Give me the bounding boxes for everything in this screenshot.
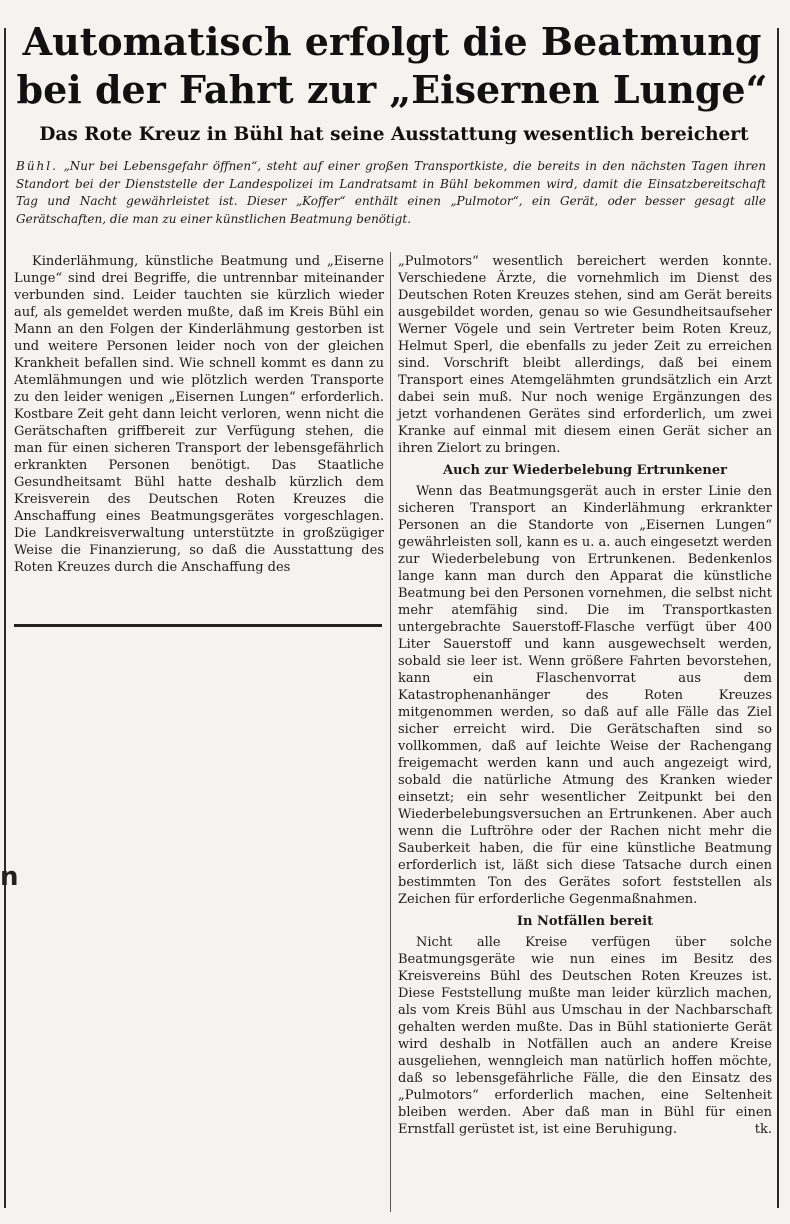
headline bbox=[14, 18, 770, 114]
margin-fragment: n bbox=[0, 862, 19, 892]
lead-text: „Nur bei Lebensgefahr öffnen“, steht auf einer großen Transportkiste, die bereits in den nächsten Tagen ihren Standort bei der Dienststelle der Landespolizei im Landratsamt in Bühl bekommen wird, damit die Einsatzbereitschaft Tag und Nacht gewährleistet ist. Dieser „Koffer“ enthält einen „Pulmotor“, ein Gerät, oder besser gesagt alle Gerätschaften, die man zu einer künstlichen Beatmung benötigt. bbox=[16, 159, 766, 226]
lead-dateline: Bühl. bbox=[16, 159, 58, 173]
article-column-left bbox=[14, 253, 384, 576]
right-column-rule bbox=[777, 28, 779, 1208]
article-column-right bbox=[398, 253, 772, 1138]
section-paragraph-notfaelle: Nicht alle Kreise verfügen über solche Beatmungsgeräte wie nun eines im Besitz des Kreisvereins Bühl des Deutschen Roten Kreuzes ist. Diese Feststellung mußte man leider kürzlich machen, als vom Kreis Bühl aus Umschau in der Nachbarschaft gehalten werden mußte. Das in Bühl stationierte Gerät wird deshalb in Notfällen auch an andere Kreise ausgeliehen, wenngleich man natürlich hoffen möchte, daß so lebensgefährliche Fälle, die den Einsatz des „Pulmotors“ erforderlich machen, eine Seltenheit bleiben werden. Aber daß man in Bühl für einen Ernstfall gerüstet ist, ist eine Beruhigung. bbox=[398, 935, 772, 1137]
headline-line-2: bei der Fahrt zur „Eisernen Lunge“ bbox=[16, 67, 768, 112]
body-paragraph-1-continued: „Pulmotors“ wesentlich bereichert werden konnte. Verschiedene Ärzte, die vornehmlich im Dienst des Deutschen Roten Kreuzes stehen, sind am Gerät bereits ausgebildet worden, genau so wie Gesundheitsaufseher Werner Vögele und sein Vertreter beim Roten Kreuz, Helmut Sperl, die ebenfalls zu jeder Zeit zu erreichen sind. Vorschrift bleibt allerdings, daß bei einem Transport eines Atemgelähmten grundsätzlich ein Arzt dabei sein muß. Nur noch wenige Ergänzungen des jetzt vorhandenen Gerätes sind erforderlich, um zwei Kranke auf einmal mit diesem einen Gerät sicher an ihren Zielort zu bringen. bbox=[398, 254, 772, 456]
left-column-rule bbox=[4, 28, 6, 1208]
column-end-rule bbox=[14, 624, 382, 627]
author-initials: tk. bbox=[754, 1122, 772, 1137]
section-heading-wiederbelebung: Auch zur Wiederbelebung Ertrunkener bbox=[443, 463, 727, 478]
column-divider bbox=[390, 252, 391, 1212]
section-paragraph-wiederbelebung: Wenn das Beatmungsgerät auch in erster Linie den sicheren Transport an Kinderlähmung erkrankter Personen an die Standorte von „Eisernen Lungen“ gewährleisten soll, kann es u. a. auch eingesetzt werden zur Wiederbelebung von Ertrunkenen. Bedenkenlos lange kann man durch den Apparat die künstliche Beatmung bei den Personen vornehmen, die selbst nicht mehr atemfähig sind. Die im Transportkasten untergebrachte Sauerstoff-Flasche verfügt über 400 Liter Sauerstoff und kann ausgewechselt werden, sobald sie leer ist. Wenn größere Fahrten bevorstehen, kann ein Flaschenvorrat aus dem Katastrophenanhänger des Roten Kreuzes mitgenommen werden, so daß auf alle Fälle das Ziel sicher erreicht wird. Die Gerätschaften sind so vollkommen, daß auf leichte Weise der Rachengang freigemacht werden kann und auch angezeigt wird, sobald die natürliche Atmung des Kranken wieder einsetzt; ein sehr wesentlicher Zeitpunkt bei den Wiederbelebungsversuchen an Ertrunkenen. Aber auch wenn die Luftröhre oder der Rachen nicht mehr die Sauberkeit haben, die für eine künstliche Beatmung erforderlich ist, läßt sich diese Tatsache durch einen bestimmten Ton des Gerätes sofort feststellen als Zeichen für erforderliche Gegenmaßnahmen. bbox=[398, 484, 772, 907]
subheadline: Das Rote Kreuz in Bühl hat seine Ausstattung wesentlich bereichert bbox=[39, 124, 749, 145]
section-heading-notfaelle: In Notfällen bereit bbox=[516, 914, 654, 929]
headline-line-1: Automatisch erfolgt die Beatmung bbox=[22, 19, 762, 64]
lead-paragraph bbox=[16, 158, 766, 228]
body-paragraph-1: Kinderlähmung, künstliche Beatmung und „Eiserne Lunge“ sind drei Begriffe, die untrennbar miteinander verbunden sind. Leider tauchten sie kürzlich wieder auf, als gemeldet werden mußte, daß im Kreis Bühl ein Mann an den Folgen der Kinderlähmung gestorben ist und weitere Personen leider noch von der gleichen Krankheit befallen sind. Wie schnell kommt es dann zu Atemlähmungen und wie plötzlich werden Transporte zu den leider wenigen „Eisernen Lungen“ erforderlich. Kostbare Zeit geht dann leicht verloren, wenn nicht die Gerätschaften griffbereit zur Verfügung stehen, die man für einen sicheren Transport der lebensgefährlich erkrankten Personen benötigt. Das Staatliche Gesundheitsamt Bühl hatte deshalb kürzlich dem Kreisverein des Deutschen Roten Kreuzes die Anschaffung eines Beatmungsgerätes vorgeschlagen. Die Landkreisverwaltung unterstützte in großzügiger Weise die Finanzierung, so daß die Ausstattung des Roten Kreuzes durch die Anschaffung des bbox=[14, 254, 384, 575]
